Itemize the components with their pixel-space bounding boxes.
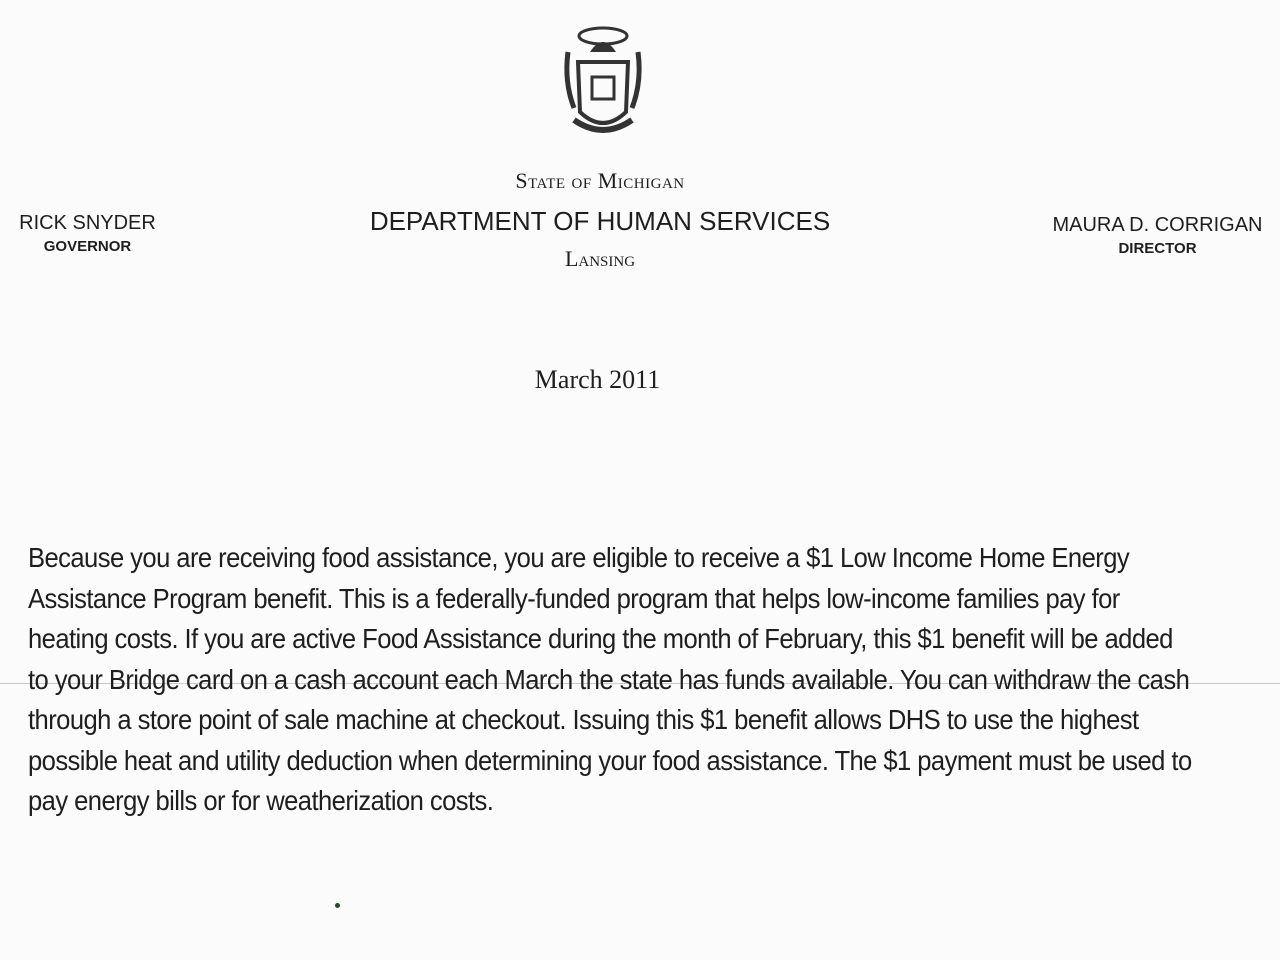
speck-mark <box>335 903 340 908</box>
state-name: State of Michigan <box>515 168 685 193</box>
letter-body <box>28 538 1218 822</box>
city-name: Lansing <box>564 246 636 271</box>
governor-block <box>10 212 165 255</box>
letter-date: March 2011 <box>534 365 661 394</box>
director-title: DIRECTOR <box>1118 240 1197 257</box>
governor-title: GOVERNOR <box>43 238 132 255</box>
state-seal-logo <box>560 22 646 142</box>
director-name: MAURA D. CORRIGAN <box>1052 214 1263 236</box>
governor-name: RICK SNYDER <box>19 212 156 234</box>
department-name: DEPARTMENT OF HUMAN SERVICES <box>369 206 831 236</box>
body-paragraph: Because you are receiving food assistance, you are eligible to receive a $1 Low Income Home Energy Assistance Program benefit. This is a federally-funded program that helps low-income families pay for heating costs. If you are active Food Assistance during the month of February, this $1 benefit will be added to your Bridge card on a cash account each March the state has funds available. You can withdraw the cash through a store point of sale machine at checkout. Issuing this $1 benefit allows DHS to use the highest possible heat and utility deduction when determining your food assistance. The $1 payment must be used to pay energy bills or for weatherization costs. <box>28 542 1192 816</box>
director-block <box>1040 214 1275 257</box>
